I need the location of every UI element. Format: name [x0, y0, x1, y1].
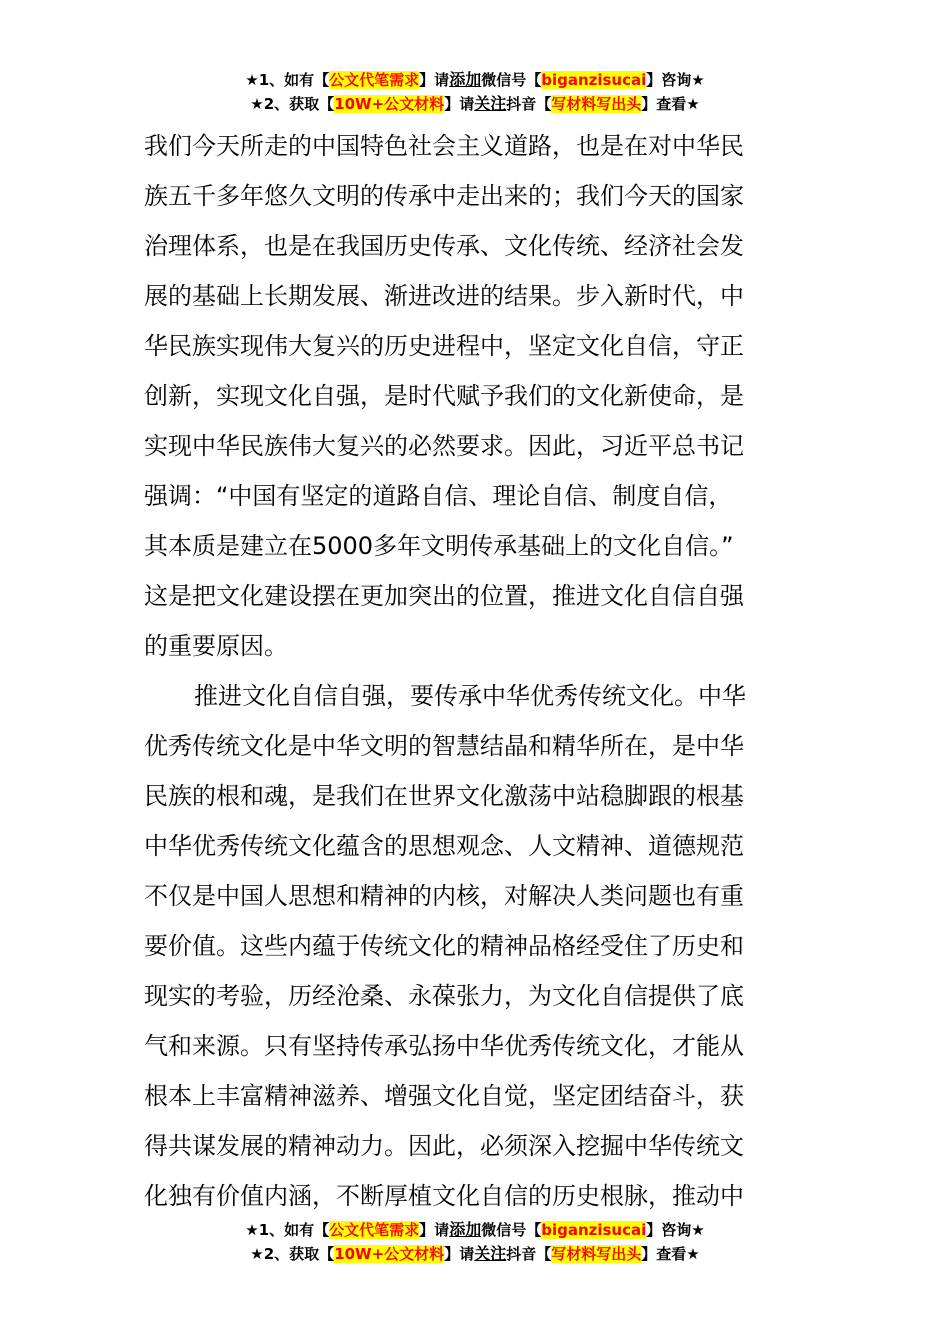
body-line: 这是把文化建设摆在更加突出的位置，推进文化自信自强: [144, 582, 744, 610]
banner-highlight-douyin: 写材料写出头: [551, 95, 642, 113]
banner-line-2: [0, 92, 950, 116]
banner-text: 】请: [444, 1245, 475, 1263]
banner-text: 】请: [419, 71, 450, 89]
banner-highlight-service: 公文代笔需求: [329, 1221, 420, 1239]
banner-highlight-materials: 10W+公文材料: [334, 1245, 445, 1263]
body-line: 的重要原因。: [144, 632, 288, 660]
body-line: 族五千多年悠久文明的传承中走出来的；我们今天的国家: [144, 182, 744, 210]
banner-highlight-materials: 10W+公文材料: [334, 95, 445, 113]
banner-text: ★1、如有【: [245, 71, 330, 89]
banner-text: 】请: [419, 1221, 450, 1239]
body-line: 其本质是建立在5000多年文明传承基础上的文化自信。”: [144, 532, 734, 560]
banner-line-2: [0, 1242, 950, 1266]
body-line: 展的基础上长期发展、渐进改进的结果。步入新时代，中: [144, 282, 744, 310]
banner-text: ★2、获取【: [250, 1245, 335, 1263]
body-line: 强调：“中国有坚定的道路自信、理论自信、制度自信，: [144, 482, 733, 510]
body-line: 要价值。这些内蕴于传统文化的精神品格经受住了历史和: [144, 932, 744, 960]
document-body: [144, 121, 814, 1221]
body-line: 根本上丰富精神滋养、增强文化自觉，坚定团结奋斗，获: [144, 1082, 744, 1110]
body-line: 实现中华民族伟大复兴的必然要求。因此，习近平总书记: [144, 432, 744, 460]
banner-text: 抖音【: [506, 95, 552, 113]
body-line: 不仅是中国人思想和精神的内核，对解决人类问题也有重: [144, 882, 744, 910]
banner-text: 】咨询★: [646, 1221, 705, 1239]
banner-highlight-wechat-id: biganzisucai: [541, 71, 647, 89]
body-line: 得共谋发展的精神动力。因此，必须深入挖掘中华传统文: [144, 1132, 744, 1160]
banner-underlined-text: 添加: [449, 70, 482, 89]
banner-text: 】查看★: [641, 1245, 700, 1263]
body-line: 气和来源。只有坚持传承弘扬中华优秀传统文化，才能从: [144, 1032, 744, 1060]
body-line: 创新，实现文化自强，是时代赋予我们的文化新使命，是: [144, 382, 744, 410]
banner-highlight-wechat-id: biganzisucai: [541, 1221, 647, 1239]
body-line: 治理体系，也是在我国历史传承、文化传统、经济社会发: [144, 232, 744, 260]
banner-highlight-service: 公文代笔需求: [329, 71, 420, 89]
body-line: 华民族实现伟大复兴的历史进程中，坚定文化自信，守正: [144, 332, 744, 360]
banner-text: ★1、如有【: [245, 1221, 330, 1239]
banner-text: 微信号【: [481, 1221, 542, 1239]
paragraph-start-line: 推进文化自信自强，要传承中华优秀传统文化。中华: [194, 682, 746, 710]
body-line: 中华优秀传统文化蕴含的思想观念、人文精神、道德规范: [144, 832, 744, 860]
banner-line-1: [0, 1218, 950, 1242]
banner-text: 】咨询★: [646, 71, 705, 89]
banner-text: ★2、获取【: [250, 95, 335, 113]
banner-underlined-text: 关注: [474, 94, 507, 113]
body-line: 现实的考验，历经沧桑、永葆张力，为文化自信提供了底: [144, 982, 744, 1010]
banner-underlined-text: 添加: [449, 1220, 482, 1239]
banner-highlight-douyin: 写材料写出头: [551, 1245, 642, 1263]
body-line: 民族的根和魂，是我们在世界文化激荡中站稳脚跟的根基: [144, 782, 744, 810]
banner-line-1: [0, 68, 950, 92]
banner-text: 抖音【: [506, 1245, 552, 1263]
body-line: 优秀传统文化是中华文明的智慧结晶和精华所在，是中华: [144, 732, 744, 760]
banner-text: 】查看★: [641, 95, 700, 113]
body-line: 我们今天所走的中国特色社会主义道路，也是在对中华民: [144, 132, 744, 160]
body-line: 化独有价值内涵，不断厚植文化自信的历史根脉，推动中: [144, 1182, 744, 1210]
banner-text: 微信号【: [481, 71, 542, 89]
header-banner: [0, 68, 950, 116]
banner-text: 】请: [444, 95, 475, 113]
footer-banner: [0, 1218, 950, 1266]
banner-underlined-text: 关注: [474, 1244, 507, 1263]
